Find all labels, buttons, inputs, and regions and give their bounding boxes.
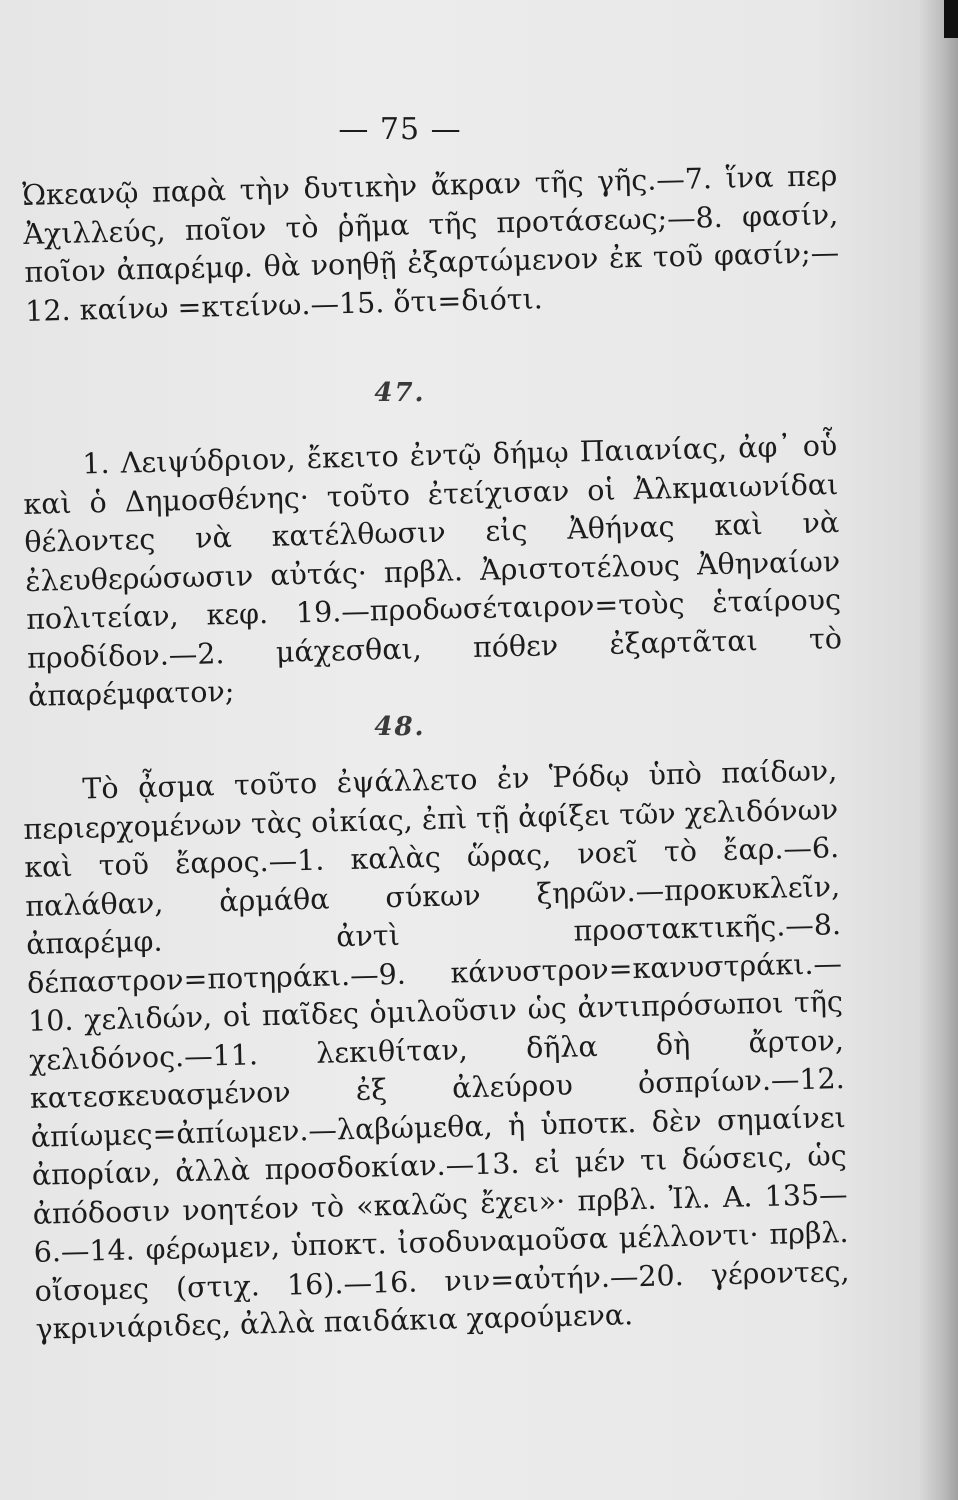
- section-48-paragraph: Τὸ ᾆσμα τοῦτο ἐψάλλετο ἐν Ῥόδῳ ὑπὸ παίδων, περιερχομένων τὰς οἰκίας, ἐπὶ τῇ ἀφίξει τῶν χελιδόνων καὶ τοῦ ἔαρος.—1. καλὰς ὥρας, νοεῖ τὸ ἔαρ.—6. παλάθαν, ἁρμάθα σύκων ξηρῶν.—προκυκλεῖν, ἀπαρέμφ. ἀντὶ προστακτικῆς.—8. δέπαστρον=ποτηράκι.—9. κάνυστρον=κανυστράκι.—10. χελιδών, οἱ παῖδες ὁμιλοῦσιν ὡς ἀντιπρόσωποι τῆς χελιδόνος.—11. λεκιθίταν, δῆλα δὴ ἄρτον, κατεσκευασμένον ἐξ ἀλεύρου ὀσπρίων.—12. ἀπίωμες=ἀπίωμεν.—λαβώμεθα, ἡ ὑποτκ. δὲν σημαίνει ἀπορίαν, ἀλλὰ προσδοκίαν.—13. εἰ μέν τι δώσεις, ὡς ἀπόδοσιν νοητέον τὸ «καλῶς ἔχει»· πρβλ. Ἰλ. Α. 135—6.—14. φέρωμεν, ὑποκτ. ἰσοδυναμοῦσα μέλλοντι· πρβλ. οἴσομες (στιχ. 16).—16. νιν=αὐτήν.—20. γέροντες, γκρινιάριδες, ἀλλὰ παιδάκια χαρούμενα.: [22, 754, 850, 1346]
- continuation-notes: [22, 157, 841, 331]
- section-47-paragraph: 1. Λειψύδριον, ἔκειτο ἐντῷ δήμῳ Παιανίας, ἀφ᾽ οὗ καὶ ὁ Δημοσθένης· τοῦτο ἐτείχισαν οἱ Ἀλκμαιωνίδαι θέλοντες νὰ κατέλθωσιν εἰς Ἀθήνας καὶ νὰ ἐλευθερώσωσιν αὐτάς· πρβλ. Ἀριστοτέλους Ἀθηναίων πολιτείαν, κεφ. 19.—προδωσέταιρον=τοὺς ἑταίρους προδίδον.—2. μάχεσθαι, πόθεν ἐξαρτᾶται τὸ ἀπαρέμφατον;: [22, 429, 843, 713]
- section-number-48: 48.: [374, 712, 426, 742]
- page-number: — 75 —: [338, 112, 462, 147]
- continuation-paragraph: Ὠκεανῷ παρὰ τὴν δυτικὴν ἄκραν τῆς γῆς.—7. ἵνα περ Ἀχιλλεύς, ποῖον τὸ ῥῆμα τῆς προτάσεως;—8. φασίν, ποῖον ἀπαρέμφ. θὰ νοηθῇ ἐξαρτώμενον ἐκ τοῦ φασίν;—12. καίνω =κτείνω.—15. ὅτι=διότι.: [22, 159, 840, 328]
- page-edge-shadow: [918, 0, 958, 1500]
- section-number-47: 47.: [374, 378, 426, 408]
- corner-mark: [944, 0, 958, 38]
- section-48-notes: [22, 752, 851, 1349]
- section-47-notes: [22, 427, 843, 716]
